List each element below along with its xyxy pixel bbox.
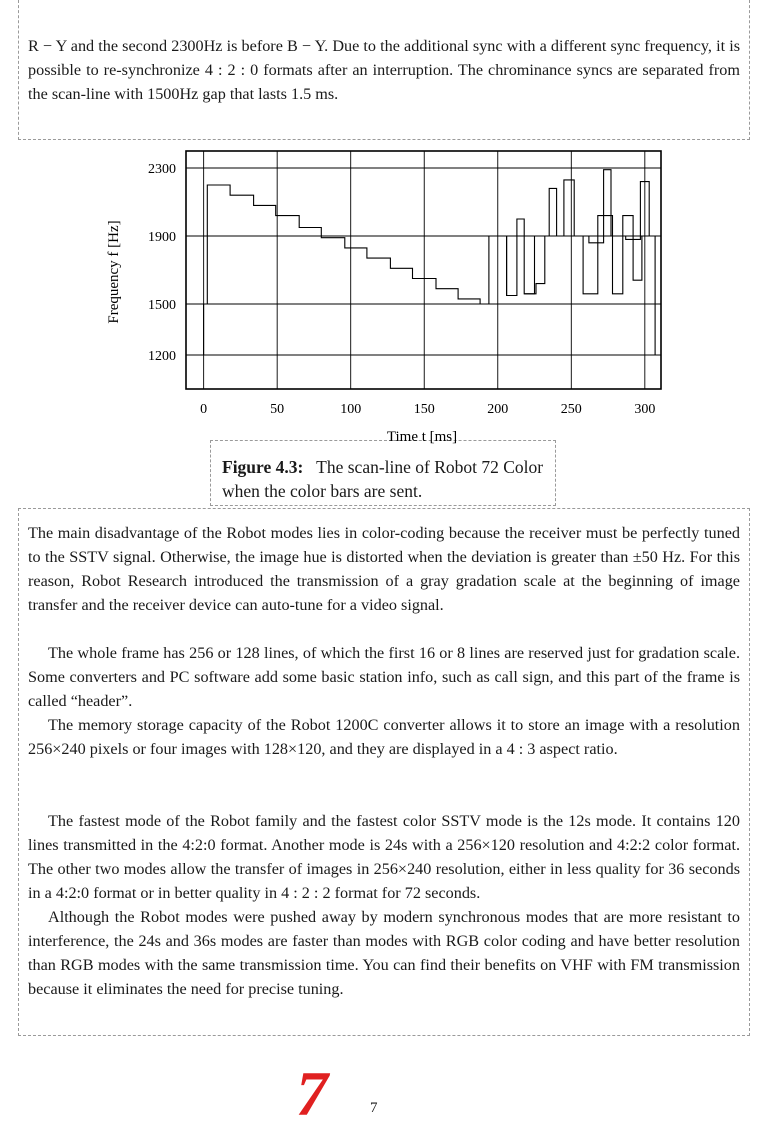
chart-tick-labels xyxy=(148,162,655,417)
y-axis-label: Frequency f [Hz] xyxy=(106,220,122,324)
scanline-chart xyxy=(0,0,757,450)
figure-caption xyxy=(222,455,552,503)
plot-frame xyxy=(186,151,661,389)
page-number: 7 xyxy=(370,1100,378,1116)
x-tick-label-6: 300 xyxy=(634,402,656,417)
intro-paragraph: R − Y and the second 2300Hz is before B − Y. Due to the additional sync with a different sync frequency, it is possible to re-synchronize 4 : 2 : 0 formats after an interruption. The chrominance syncs are separated from the scan-line with 1500Hz gap that lasts 1.5 ms. xyxy=(28,37,740,103)
x-tick-label-2: 100 xyxy=(340,402,362,417)
paragraph-5: Although the Robot modes were pushed away by modern synchronous modes that are more resistant to interference, the 24s and 36s modes are faster than modes with RGB color coding and have better resolution than RGB modes with the same transmission time. You can find their benefits on VHF with FM transmission because it eliminates the need for precise tuning. xyxy=(28,908,740,998)
figure-caption-text: The scan-line of Robot 72 Color when the color bars are sent. xyxy=(222,457,544,501)
figure-label: Figure 4.3: xyxy=(222,457,304,477)
chart-grid xyxy=(186,151,661,389)
x-tick-label-5: 250 xyxy=(560,402,582,417)
series-line-0 xyxy=(186,170,661,355)
paragraph-1: The main disadvantage of the Robot modes lies in color-coding because the receiver must be perfectly tuned to the SSTV signal. Otherwise, the image hue is distorted when the deviation is greater than ±50 Hz. For this reason, Robot Research introduced the transmission of a gray gradation scale at the beginning of image transfer and the receiver device can auto-tune for a video signal. xyxy=(28,524,740,614)
chart-series xyxy=(186,170,661,355)
paragraph-4: The fastest mode of the Robot family and the fastest color SSTV mode is the 12s mode. It contains 120 lines transmitted in the 4:2:0 format. Another mode is 24s with a 256×120 resolution and 4:2:2 color format. The other two modes allow the transfer of images in 256×240 resolution, either in less quality for 36 seconds in a 4:2:0 format or in better quality in 4 : 2 : 2 format for 72 seconds. xyxy=(28,812,740,902)
x-tick-label-0: 0 xyxy=(200,402,208,417)
x-tick-label-1: 50 xyxy=(270,402,285,417)
y-tick-label-1: 1500 xyxy=(148,298,176,313)
series-line-2 xyxy=(574,216,642,294)
y-tick-label-3: 2300 xyxy=(148,162,176,177)
x-tick-label-4: 200 xyxy=(487,402,509,417)
paragraph-2: The whole frame has 256 or 128 lines, of which the first 16 or 8 lines are reserved just for gradation scale. Some converters and PC software add some basic station info, such as call sign, and this part of the frame is called “header”. xyxy=(28,644,740,710)
paragraph-3: The memory storage capacity of the Robot 1200C converter allows it to store an image with a resolution 256×240 pixels or four images with 128×120, and they are displayed in a 4 : 3 aspect ratio. xyxy=(28,716,740,758)
x-axis-label: Time t [ms] xyxy=(386,429,458,445)
series-line-1 xyxy=(489,236,517,296)
y-tick-label-0: 1200 xyxy=(148,349,176,364)
y-tick-label-2: 1900 xyxy=(148,230,176,245)
x-tick-label-3: 150 xyxy=(413,402,435,417)
chapter-number: 7 xyxy=(296,1058,328,1129)
